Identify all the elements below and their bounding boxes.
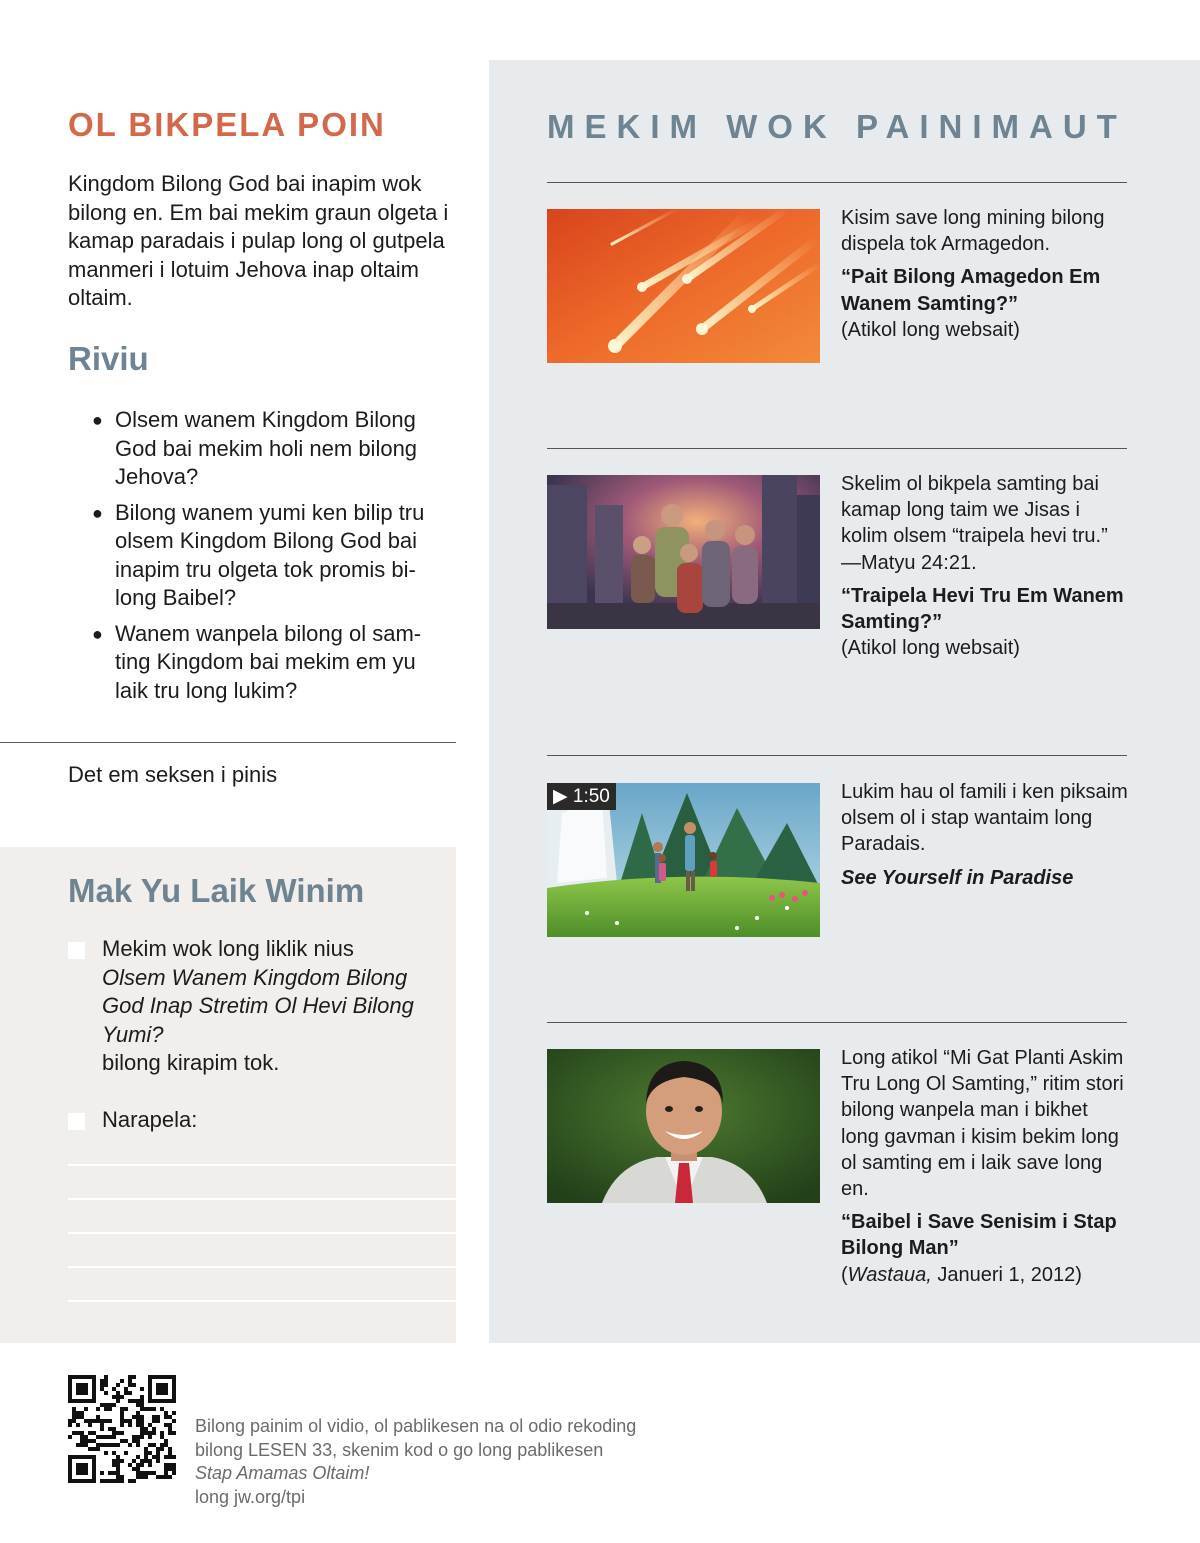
- research-item-3-text: [841, 779, 1131, 891]
- goal-option-other-label: Narapela:: [102, 1107, 198, 1132]
- meteors-illustration: [547, 209, 820, 363]
- research-panel: [489, 60, 1200, 1343]
- goal-option-text: [102, 935, 442, 1078]
- item-reference-source: [841, 1262, 1131, 1288]
- goal-option-lead: Mekim wok long liklik nius: [102, 936, 354, 961]
- goal-box: [0, 847, 456, 1343]
- bullet-icon: ●: [92, 410, 103, 430]
- item-reference-title[interactable]: “Traipela Hevi Tru Em Wanem Samting?”: [841, 584, 1124, 634]
- item-description: Lukim hau ol famili i ken piksaim olsem ol i stap wantaim long Paradais.: [841, 781, 1128, 856]
- research-item-1-text: [841, 205, 1131, 343]
- bullet-icon: ●: [92, 623, 103, 644]
- source-open-paren: (: [841, 1263, 848, 1286]
- review-item: [92, 620, 447, 706]
- review-list: [92, 406, 447, 712]
- item-divider: [547, 1022, 1127, 1023]
- item-description: Long atikol “Mi Gat Planti Askim Tru Long Ol Samting,” ritim stori bilong wanpela man i bikhet long gavman i kisim bekim long ol samting em i laik save long en.: [841, 1047, 1124, 1201]
- item-reference-source: (Atikol long websait): [841, 637, 1020, 660]
- family-disaster-illustration: [547, 475, 820, 629]
- bullet-icon: ●: [92, 502, 103, 523]
- research-item-2-text: [841, 471, 1131, 661]
- write-line[interactable]: [68, 1266, 456, 1268]
- left-column: [0, 0, 456, 1343]
- footer-line-2: bilong LESEN 33, skenim kod o go long pablikesen: [195, 1439, 604, 1460]
- footer-line-3: [195, 1462, 715, 1509]
- item-divider: [547, 182, 1127, 183]
- footer-line-1: Bilong painim ol vidio, ol pablikesen na ol odio rekoding: [195, 1416, 637, 1436]
- portrait-illustration: [547, 1049, 820, 1203]
- paradise-family-image[interactable]: [547, 783, 820, 937]
- source-date: Janueri 1, 2012): [931, 1263, 1082, 1286]
- checkbox-icon[interactable]: [68, 942, 85, 959]
- source-magazine-title: Wastaua,: [847, 1263, 932, 1286]
- qr-code-icon[interactable]: [68, 1375, 176, 1483]
- item-reference-title[interactable]: See Yourself in Paradise: [841, 866, 1074, 889]
- write-line[interactable]: [68, 1232, 456, 1234]
- family-disaster-image[interactable]: [547, 475, 820, 629]
- write-line[interactable]: [68, 1198, 456, 1200]
- section-divider: [0, 742, 456, 743]
- write-line[interactable]: [68, 1164, 456, 1166]
- item-description: Skelim ol bikpela samting bai kamap long taim we Jisas i kolim olsem “traipela hevi tru.” —Matyu 24:21.: [841, 473, 1108, 574]
- item-reference-source: (Atikol long websait): [841, 318, 1020, 341]
- brochure-title: Olsem Wanem Kingdom Bilong God Inap Stretim Ol Hevi Bilong Yumi?: [102, 964, 414, 1047]
- research-item-4-text: [841, 1045, 1131, 1288]
- review-item-text: Bilong wanem yumi ken bilip tru olsem Kingdom Bilong God bai inapim tru olgeta tok promis bi-long Baibel?: [115, 499, 425, 610]
- section-end-text: Det em seksen i pinis: [68, 762, 278, 787]
- goal-title: Mak Yu Laik Winim: [68, 872, 365, 909]
- item-reference-title[interactable]: “Baibel i Save Senisim i Stap Bilong Man”: [841, 1211, 1117, 1260]
- key-points-title: OL BIKPELA POIN: [68, 106, 386, 143]
- review-item: [92, 406, 447, 492]
- review-item-text: Wanem wanpela bilong ol sam-ting Kingdom bai mekim em yu laik tru long lukim?: [115, 620, 422, 703]
- footer-publication-title: Stap Amamas Oltaim!: [195, 1463, 370, 1483]
- qr-code-graphic: [68, 1375, 176, 1483]
- item-reference-title[interactable]: “Pait Bilong Amagedon Em Wanem Samting?”: [841, 266, 1101, 315]
- research-title: MEKIM WOK PAINIMAUT: [547, 108, 1127, 145]
- checkbox-icon[interactable]: [68, 1113, 85, 1130]
- item-divider: [547, 755, 1127, 756]
- video-duration-badge[interactable]: ▶ 1:50: [547, 783, 616, 810]
- write-line[interactable]: [68, 1300, 456, 1302]
- meteors-image[interactable]: [547, 209, 820, 363]
- key-points-text: Kingdom Bilong God bai inapim wok bilong en. Em bai mekim graun olgeta i kamap paradais i pulap long ol gutpela manmeri i lotuim Jehova inap oltaim oltaim.: [68, 171, 449, 310]
- item-description: Kisim save long mining bilong dispela tok Armagedon.: [841, 207, 1105, 256]
- review-item: [92, 499, 447, 613]
- footer-link-text[interactable]: long jw.org/tpi: [195, 1486, 306, 1507]
- review-title: Riviu: [68, 340, 149, 377]
- review-item-text: Olsem wanem Kingdom Bilong God bai mekim holi nem bilong Jehova?: [115, 407, 418, 489]
- item-divider: [547, 448, 1127, 449]
- footer-text: [195, 1415, 715, 1509]
- smiling-man-portrait[interactable]: [547, 1049, 820, 1203]
- goal-option-tail: bilong kirapim tok.: [102, 1050, 280, 1075]
